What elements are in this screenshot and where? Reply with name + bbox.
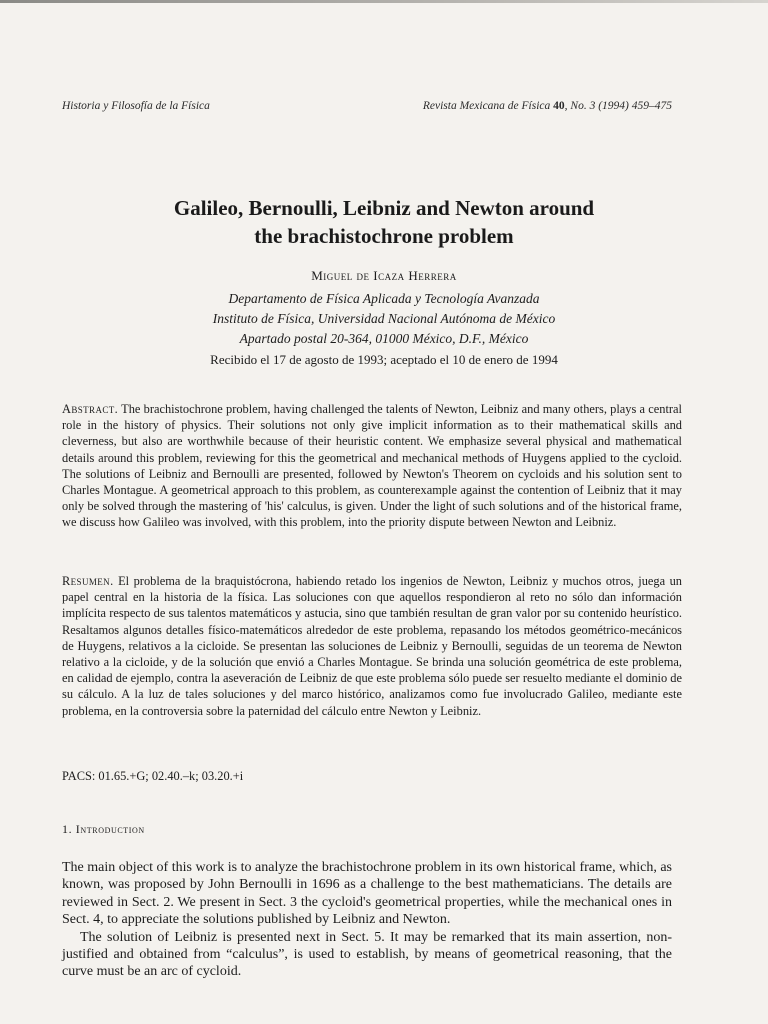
- author-name: Miguel de Icaza Herrera: [311, 268, 457, 283]
- journal-name: Revista Mexicana de Física: [422, 100, 551, 112]
- section-category: Historia y Filosofía de la Física: [62, 100, 210, 112]
- received-dates: Recibido el 17 de agosto de 1993; aceptado el 10 de enero de 1994: [210, 352, 558, 367]
- affiliation-line-3: Apartado postal 20-364, 01000 México, D.F., México: [239, 331, 529, 346]
- pacs-codes: PACS: 01.65.+G; 02.40.–k; 03.20.+i: [62, 769, 244, 783]
- abstract: [62, 401, 682, 531]
- journal-issue-pages: , No. 3 (1994) 459–475: [564, 100, 672, 112]
- abstract-label: Abstract.: [62, 402, 119, 416]
- section-heading: 1. Introduction: [62, 822, 145, 836]
- introduction-body: [62, 859, 672, 981]
- journal-citation: [423, 100, 672, 112]
- paper-title: [60, 194, 708, 250]
- title-line-2: the brachistochrone problem: [254, 224, 514, 248]
- resumen-text: El problema de la braquistócrona, habiendo retado los ingenios de Newton, Leibniz y muchos otros, juega un papel central en la historia de la física. Las soluciones con que aquellos respondieron al reto no sólo dan información implícita respecto de sus talentos matemáticos y astucia, sino que también resultan de gran valor por su contenido heurístico. Resaltamos algunos detalles físico-matemáticos alrededor de este problema, repasando los métodos geométrico-mecánicos de Huygens, relativos a la cicloide. Se presentan las soluciones de Leibniz y Bernoulli, seguidas de un teorema de Newton relativo a la cicloide, y de la solución que envió a Charles Montague. Se brinda una solución geométrica de este problema, en calidad de ejemplo, contra la aseveración de Leibniz de que este problema sólo puede ser resuelto mediante el dominio de su cálculo. A la luz de tales soluciones y del marco histórico, analizamos como fue involucrado Galileo, mediante este problema, en la controversia sobre la paternidad del cálculo entre Newton y Leibniz.: [62, 574, 682, 718]
- abstract-text: The brachistochrone problem, having challenged the talents of Newton, Leibniz and many others, plays a central role in the history of physics. Their solutions not only give implicit information as to their mathematical skills and cleverness, but also are worthwhile because of their heuristic content. We emphasize several physical and mathematical details around this problem, reviewing for this the geometrical and mechanical methods of Huygens applied to the cycloid. The solutions of Leibniz and Bernoulli are presented, followed by Newton's Theorem on cycloids and his solution sent to Charles Montague. A geometrical approach to this problem, as counterexample against the contention of Leibniz that it may only be solved through the mastering of 'his' calculus, is given. Under the light of such solutions and of the historical frame, we discuss how Galileo was involved, with this problem, into the priority dispute between Newton and Leibniz.: [62, 402, 683, 530]
- author-affiliation: [60, 289, 708, 349]
- body-paragraph: The solution of Leibniz is presented next in Sect. 5. It may be remarked that its main assertion, non-justified and obtained from “calculus”, is used to establish, by means of geometrical reasoning, that the curve must be an arc of cycloid.: [62, 929, 672, 980]
- page-top-edge: [0, 0, 768, 3]
- affiliation-line-1: Departamento de Física Aplicada y Tecnología Avanzada: [228, 291, 540, 306]
- resumen-label: Resumen.: [62, 574, 114, 588]
- resumen: [62, 573, 682, 719]
- journal-volume: 40: [553, 100, 565, 112]
- title-line-1: Galileo, Bernoulli, Leibniz and Newton around: [173, 196, 595, 220]
- body-paragraph: The main object of this work is to analyze the brachistochrone problem in its own historical frame, which, as known, was proposed by John Bernoulli in 1696 as a challenge to the best mathematicians. The details are reviewed in Sect. 2. We present in Sect. 3 the cycloid's geometrical properties, while the mechanical ones in Sect. 4, to appreciate the solutions published by Leibniz and Newton.: [62, 860, 672, 928]
- affiliation-line-2: Instituto de Física, Universidad Nacional Autónoma de México: [212, 311, 556, 326]
